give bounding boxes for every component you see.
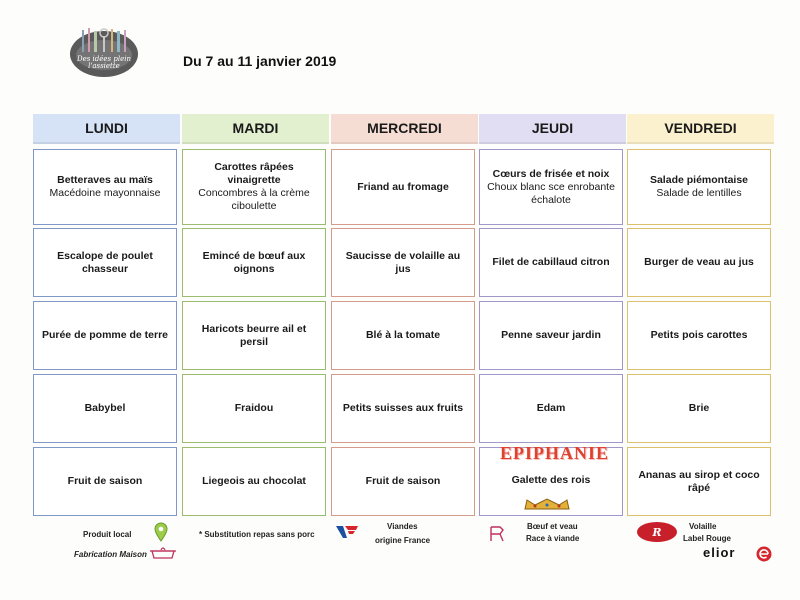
dish-name: Betteraves au maïs: [57, 174, 153, 186]
dish-name: Petits suisses aux fruits: [342, 402, 464, 414]
crown-icon: [523, 497, 571, 511]
day-header-1: MARDI: [182, 114, 329, 144]
legend-race-viande: Race à viande: [526, 534, 580, 543]
dish-name: Petits pois carottes: [650, 329, 748, 341]
brand-logo: [68, 26, 140, 78]
day-header-0: LUNDI: [33, 114, 180, 144]
legend-boeuf-veau: Bœuf et veau: [527, 522, 578, 531]
dish-name: Carottes râpées vinaigrette: [214, 161, 294, 186]
cooking-pot-icon: [149, 545, 177, 561]
menu-cell: [182, 149, 326, 225]
legend-label-rouge: Label Rouge: [683, 534, 732, 543]
menu-cell: [331, 301, 475, 370]
viandes-de-france-icon: [335, 525, 359, 539]
menu-cell: [627, 374, 771, 443]
dish-name: Galette des rois: [511, 474, 591, 486]
menu-cell: [182, 374, 326, 443]
dish-name: Escalope de poulet chasseur: [57, 249, 153, 275]
dish-name: Fraidou: [234, 402, 274, 414]
week-title: Du 7 au 11 janvier 2019: [183, 53, 337, 69]
menu-cell: [331, 228, 475, 297]
menu-cell: [33, 374, 177, 443]
logo-text: Des idées plein l'assiette: [76, 55, 131, 70]
menu-cell: [331, 149, 475, 225]
menu-cell: [479, 228, 623, 297]
menu-cell: [627, 447, 771, 516]
legend-volaille: Volaille: [689, 522, 717, 531]
legend-fabrication-maison: Fabrication Maison: [74, 550, 147, 559]
dish-name: Cœurs de frisée et noix: [492, 167, 610, 180]
menu-cell: [182, 301, 326, 370]
utensils-logo-icon: [68, 26, 140, 78]
menu-cell: [627, 228, 771, 297]
legend-substitution: * Substitution repas sans porc: [199, 530, 315, 539]
dish-name: Liegeois au chocolat: [202, 475, 306, 487]
menu-cell: [479, 374, 623, 443]
menu-cell: [33, 149, 177, 225]
dish-name: Fruit de saison: [365, 475, 441, 487]
dish-name: Purée de pomme de terre: [41, 329, 169, 341]
menu-cell: [331, 374, 475, 443]
label-rouge-icon: [635, 521, 679, 543]
menu-cell: [627, 301, 771, 370]
elior-logo-text: elior: [703, 545, 736, 560]
legend-viandes: Viandes: [387, 522, 418, 531]
day-header-3: JEUDI: [479, 114, 626, 144]
dish-name: Filet de cabillaud citron: [492, 256, 610, 268]
menu-cell: [33, 228, 177, 297]
dish-alternative: Choux blanc sce enrobante échalote: [487, 180, 615, 206]
dish-name: Penne saveur jardin: [501, 329, 601, 341]
dish-alternative: Concombres à la crème ciboulette: [198, 187, 310, 212]
dish-name: Saucisse de volaille au jus: [345, 249, 461, 275]
dish-name: Emincé de bœuf aux oignons: [202, 249, 306, 275]
menu-cell: [33, 301, 177, 370]
dish-name: Friand au fromage: [357, 180, 449, 193]
dish-name: Haricots beurre ail et persil: [201, 322, 307, 348]
legend-produit-local: Produit local: [83, 530, 132, 539]
dish-name: Fruit de saison: [67, 475, 143, 487]
legend-viandes-origine: origine France: [375, 536, 431, 545]
day-header-4: VENDREDI: [627, 114, 774, 144]
dish-name: Babybel: [84, 402, 126, 414]
dish-name: Burger de veau au jus: [644, 256, 754, 268]
dish-name: Salade piémontaise: [649, 174, 749, 186]
location-pin-icon: [153, 522, 169, 542]
dish-alternative: Salade de lentilles: [656, 187, 742, 199]
menu-cell: [182, 228, 326, 297]
menu-cell: [331, 447, 475, 516]
dish-name: Edam: [536, 402, 566, 414]
dish-name: Ananas au sirop et coco râpé: [638, 468, 760, 494]
cattle-breed-icon: [488, 525, 506, 543]
dish-name: Blé à la tomate: [365, 329, 441, 341]
day-header-2: MERCREDI: [331, 114, 478, 144]
menu-cell: [33, 447, 177, 516]
menu-cell: [479, 301, 623, 370]
elior-logo-icon: [755, 545, 773, 563]
dish-name: Brie: [688, 402, 710, 414]
epiphanie-banner: EPIPHANIE: [500, 443, 610, 463]
menu-cell: [627, 149, 771, 225]
dish-alternative: Macédoine mayonnaise: [49, 187, 161, 199]
menu-cell: [479, 149, 623, 225]
svg-text:R: R: [652, 526, 662, 539]
menu-cell: [182, 447, 326, 516]
